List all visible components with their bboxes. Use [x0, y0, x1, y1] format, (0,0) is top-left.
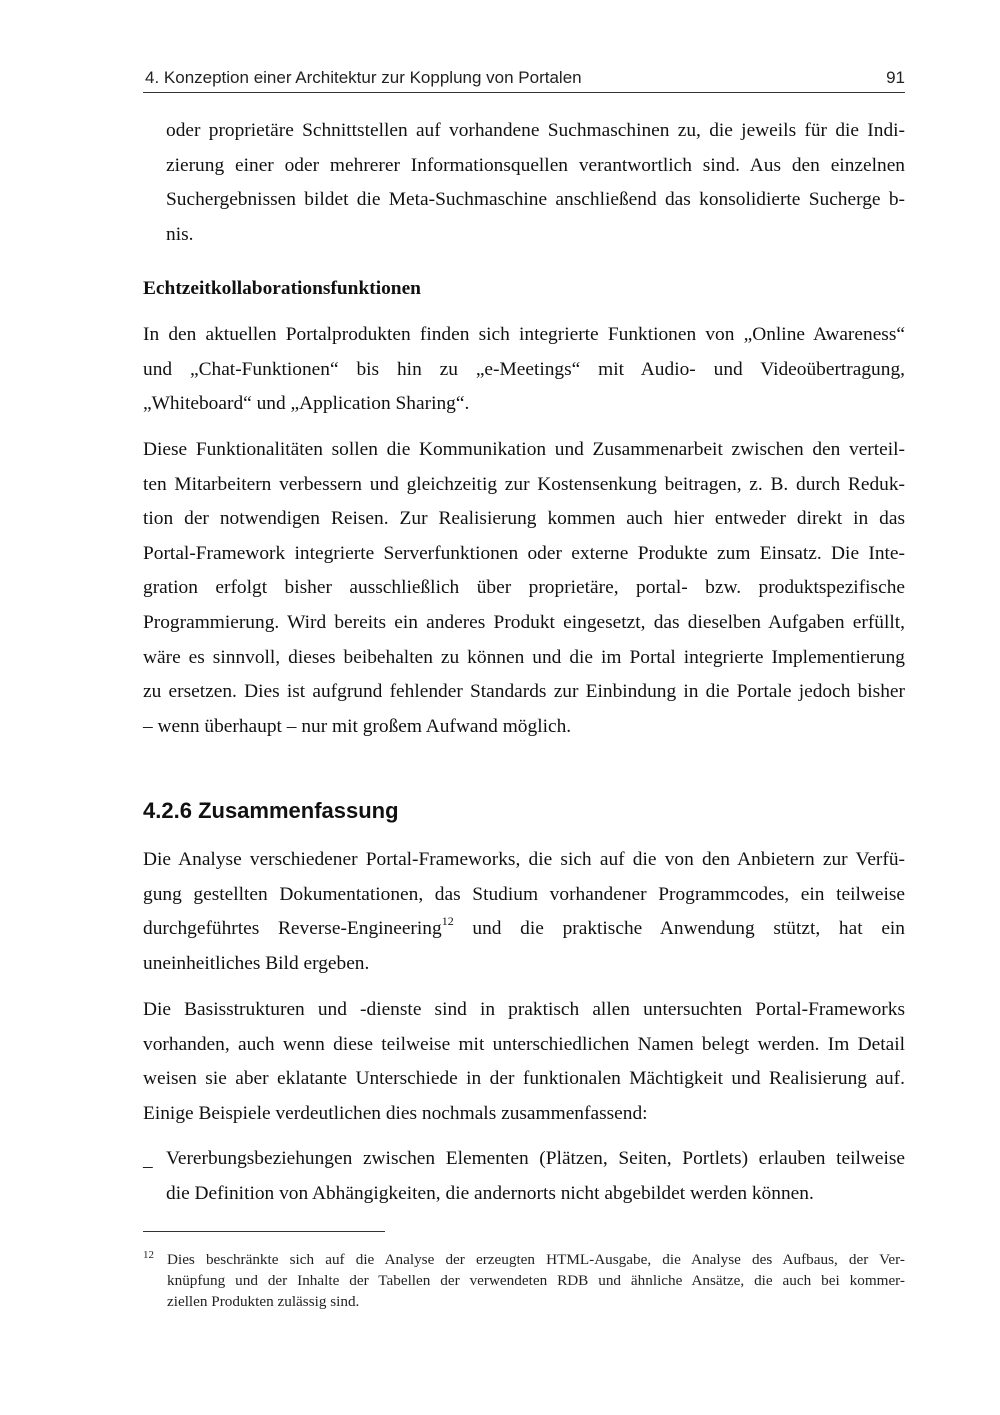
text-line: Programmierung. Wird bereits ein anderes Produkt eingesetzt, das dieselben Aufgaben erfüllt, [143, 611, 905, 633]
section-number: 4.2.6 [143, 798, 192, 823]
text-line: tion der notwendigen Reisen. Zur Realisierung kommen auch hier entweder direkt in das [143, 508, 905, 530]
text-line: wäre es sinnvoll, dieses beibehalten zu können und die im Portal integrierte Implementierung [143, 646, 905, 668]
collab-paragraph-2 [143, 433, 905, 744]
footnote-line: Dies beschränkte sich auf die Analyse der erzeugten HTML-Ausgabe, die Analyse des Aufbaus, der Ver- [167, 1251, 905, 1268]
text-fragment: durchgeführtes Reverse-Engineering [143, 918, 442, 940]
text-line: „Whiteboard“ und „Application Sharing“. [143, 393, 470, 415]
text-line: Vererbungsbeziehungen zwischen Elementen (Plätzen, Seiten, Portlets) erlauben teilweise [166, 1148, 905, 1169]
collab-paragraph-1 [143, 318, 905, 422]
text-line: gration erfolgt bisher ausschließlich über proprietäre, portal- bzw. produktspezifische [143, 577, 905, 599]
intro-paragraph [166, 114, 905, 252]
summary-paragraph-2 [143, 993, 905, 1131]
section-title: Zusammenfassung [198, 798, 399, 823]
text-line: ten Mitarbeitern verbessern und gleichzeitig zur Kostensenkung beitragen, z. B. durch Reduk- [143, 473, 905, 495]
list-bullet-marker: – [143, 1156, 153, 1177]
footnote-divider [143, 1231, 385, 1232]
text-line: Einige Beispiele verdeutlichen dies nochmals zusammenfassend: [143, 1102, 648, 1124]
footnote-line: knüpfung und der Inhalte der Tabellen der verwendeten RDB und ähnliche Ansätze, die auch bei kommer- [167, 1272, 905, 1289]
text-line: gung gestellten Dokumentationen, das Studium vorhandener Programmcodes, ein teilweise [143, 883, 905, 905]
footnote-marker: 12 [143, 1249, 154, 1261]
text-line [143, 912, 905, 947]
subheading: Echtzeitkollaborationsfunktionen [143, 278, 421, 299]
text-line: Portal-Framework integrierte Serverfunktionen oder externe Produkte zum Einsatz. Die Inte- [143, 542, 905, 564]
text-line: Diese Funktionalitäten sollen die Kommunikation und Zusammenarbeit zwischen den verteil- [143, 439, 905, 460]
text-line: Die Basisstrukturen und -dienste sind in praktisch allen untersuchten Portal-Frameworks [143, 999, 905, 1020]
text-line: und „Chat-Funktionen“ bis hin zu „e-Meetings“ mit Audio- und Videoübertragung, [143, 358, 905, 380]
footnote-line: ziellen Produkten zulässig sind. [167, 1293, 360, 1310]
text-line: In den aktuellen Portalprodukten finden sich integrierte Funktionen von „Online Awareness“ [143, 324, 905, 345]
text-line: Die Analyse verschiedener Portal-Frameworks, die sich auf die von den Anbietern zur Verfü- [143, 849, 905, 870]
text-line: Suchergebnissen bildet die Meta-Suchmaschine anschließend das konsolidierte Sucherge b- [166, 189, 905, 211]
text-line: oder proprietäre Schnittstellen auf vorhandene Suchmaschinen zu, die jeweils für die Indi- [166, 120, 905, 141]
list-item [166, 1142, 905, 1211]
section-heading [143, 798, 399, 824]
text-line: zierung einer oder mehrerer Informationsquellen verantwortlich sind. Aus den einzelnen [166, 154, 905, 176]
text-line: vorhanden, auch wenn diese teilweise mit unterschiedlichen Namen belegt werden. Im Detail [143, 1033, 905, 1055]
page-number: 91 [886, 68, 905, 87]
text-line: weisen sie aber eklatante Unterschiede in der funktionalen Mächtigkeit und Realisierung auf. [143, 1068, 905, 1090]
text-line: zu ersetzen. Dies ist aufgrund fehlender Standards zur Einbindung in die Portale jedoch bisher [143, 681, 905, 703]
running-header [143, 66, 905, 93]
text-line: nis. [166, 223, 194, 245]
chapter-title: 4. Konzeption einer Architektur zur Kopplung von Portalen [145, 68, 582, 87]
text-fragment: und die praktische Anwendung stützt, hat ein [453, 918, 906, 940]
text-line: uneinheitliches Bild ergeben. [143, 952, 370, 974]
text-line: – wenn überhaupt – nur mit großem Aufwand möglich. [143, 715, 572, 737]
text-line: die Definition von Abhängigkeiten, die andernorts nicht abgebildet werden können. [166, 1182, 814, 1204]
footnote-reference[interactable]: 12 [441, 913, 454, 928]
summary-paragraph-1 [143, 843, 905, 981]
